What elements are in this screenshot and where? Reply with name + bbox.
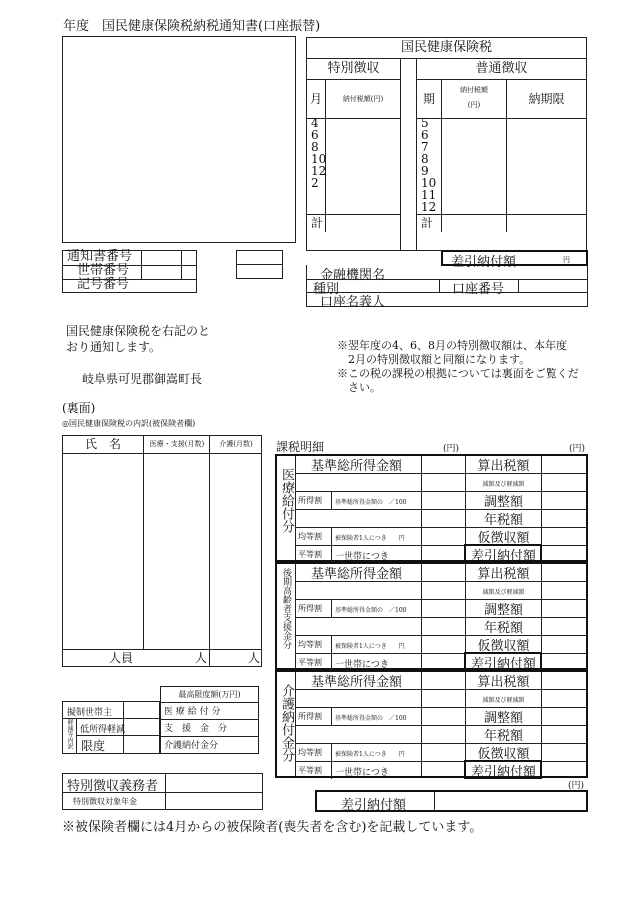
tax-right-label: 仮徴収額 [477,639,530,654]
notice-number-label: 通知書番号 [67,249,133,264]
issuer: 岐阜県可児郡御嵩町長 [82,372,203,386]
flat-rate-label-note: 一世帯につき [335,660,389,670]
tax-detail-yen-1: (円) [443,444,460,454]
special-duty-label: 特別徴収義務者 [67,779,159,794]
id-side-box [236,250,283,279]
special-month-value: 4 [311,116,319,130]
limit-label: 限度 [81,739,106,753]
reduction-small-label: 軽減等内訳 [66,719,73,749]
bottom-yen-label: (円) [568,781,585,791]
tax-section-label: 医療給付分 [279,468,294,533]
pseudo-householder-label: 擬制世帯主 [67,708,113,718]
normal-header: 普通徴収 [417,59,586,80]
base-income-label: 基準総所得金額 [311,675,403,690]
income-rate-label-note: 基準総所得金額の ／100 [335,607,407,614]
limit-care: 介護納付金分 [164,741,219,751]
normal-period-value: 8 [421,152,429,166]
tax-detail-yen-2: (円) [569,444,586,454]
normal-period-row [417,178,586,190]
normal-period-header: 期 [417,80,442,119]
per-capita-label: 均等割 [298,640,322,649]
flat-rate-label: 平等割 [298,766,322,775]
back-heading: (裏面) [62,401,96,415]
special-month-row [307,178,400,190]
normal-period-row [417,166,586,178]
special-month-value: 10 [311,152,327,166]
footnote: ※被保険者欄には4月からの被保険者(喪失者を含む)を記載しています。 [62,820,483,835]
normal-period-value: 11 [421,188,437,202]
flat-rate-label-note: 一世帯につき [335,552,389,562]
normal-period-value: 9 [421,164,429,178]
normal-period-value: 5 [421,116,429,130]
tax-right-label: 年税額 [483,513,523,528]
limit-support: 支 援 金 分 [164,724,228,734]
id-fields [62,250,197,293]
tax-section-label: 後期高齢者支援金分 [281,568,291,649]
special-month-row [307,166,400,178]
special-month-value: 2 [311,176,319,190]
insured-name-header: 氏 名 [63,436,143,454]
tax-right-label: 差引納付額 [470,765,536,780]
tax-right-label: 年税額 [483,729,523,744]
tax-right-label: 年税額 [483,621,523,636]
tax-right-label: 調整額 [483,495,523,510]
per-capita-label-note: 被保険者1人につき 円 [335,643,405,650]
bank-holder-label: 口座名義人 [320,295,386,310]
low-income-reduction-label: 低所得軽減 [80,725,126,735]
insured-table [62,435,262,667]
code-number-label: 記号番号 [77,277,130,292]
bank-info [306,265,588,310]
normal-period-row [417,190,586,202]
notice-text: 国民健康保険税を右記のと おり通知します。 [66,324,211,354]
special-month-value: 12 [311,164,327,178]
bottom-net-payment: 差引納付額 [315,790,588,812]
normal-period-value: 6 [421,128,429,142]
per-capita-label: 均等割 [298,748,322,757]
notice-title: 年度 国民健康保険税納税通知書(口座振替) [63,19,321,34]
normal-period-value: 7 [421,140,429,154]
income-rate-label: 所得割 [298,712,322,721]
tax-right-label: 算出税額 [477,459,530,474]
normal-total-label: 計 [417,214,586,232]
income-rate-label: 所得割 [298,604,322,613]
income-rate-label: 所得割 [298,496,322,505]
special-pension-label: 特別徴収対象年金 [73,797,137,806]
household-number-label: 世帯番号 [77,263,130,278]
per-capita-label-note: 被保険者1人につき 円 [335,535,405,542]
special-month-value: 6 [311,128,319,142]
front-notes: ※翌年度の4、6、8月の特別徴収額は、本年度 2月の特別徴収額と同額になります。 ※この税の課税の根拠については裏面をご覧くだ さい。 [337,339,579,394]
tax-right-label: 減額及び軽減額 [482,589,525,596]
tax-right-label: 仮徴収額 [477,747,530,762]
insured-care-unit: 人 [248,651,261,665]
income-rate-label-note: 基準総所得金額の ／100 [335,499,407,506]
tax-table [306,37,587,251]
insured-care-header: 介護(月数) [209,436,262,454]
normal-deadline-header: 納期限 [507,80,586,119]
income-rate-label-note: 基準総所得金額の ／100 [335,715,407,722]
special-header: 特別徴収 [307,59,400,80]
normal-period-value: 12 [421,200,437,214]
normal-amount-header: 納付税額 (円) [442,80,507,119]
special-month-row [307,190,400,202]
bank-type-label: 種別 [313,282,340,297]
insured-count-label: 人員 [109,651,134,665]
insured-medical-header: 医療・支援(月数) [143,436,210,454]
tax-section-label: 介護納付金分 [279,684,294,762]
limit-header: 最高限度額(万円) [178,690,241,699]
base-income-label: 基準総所得金額 [311,567,403,582]
tax-right-label: 減額及び軽減額 [482,697,525,704]
normal-period-row [417,154,586,166]
tax-table-title: 国民健康保険税 [307,38,586,59]
limit-medical: 医 療 給 付 分 [164,707,221,717]
normal-period-value: 10 [421,176,437,190]
insured-medical-unit: 人 [195,651,208,665]
tax-right-label: 算出税額 [477,567,530,582]
special-month-row [307,130,400,142]
tax-section [275,454,588,562]
tax-right-label: 調整額 [483,603,523,618]
household-info-table [62,701,160,754]
special-duty-table [62,773,263,810]
tax-right-label: 調整額 [483,711,523,726]
special-month-row [307,118,400,130]
bank-account-no-label: 口座番号 [452,282,505,297]
breakdown-title: ◎国民健康保険税の内訳(被保険者欄) [62,419,196,428]
tax-section [275,562,588,670]
base-income-label: 基準総所得金額 [311,459,403,474]
normal-period-row [417,142,586,154]
special-total-label: 計 [307,214,400,232]
bank-institution-label: 金融機関名 [320,268,386,283]
tax-right-label: 仮徴収額 [477,531,530,546]
flat-rate-label-note: 一世帯につき [335,768,389,778]
special-month-header: 月 [307,80,326,119]
tax-right-label: 減額及び軽減額 [482,481,525,488]
flat-rate-label: 平等割 [298,550,322,559]
tax-right-label: 差引納付額 [470,549,536,564]
tax-detail-title: 課税明細 [276,440,325,454]
tax-section [275,670,588,778]
special-amount-header: 納付税額(円) [326,80,400,119]
tax-right-label: 算出税額 [477,675,530,690]
special-month-value: 8 [311,140,319,154]
net-payment-box: 差引納付額 円 [441,250,588,266]
normal-period-row [417,130,586,142]
per-capita-label: 均等割 [298,532,322,541]
flat-rate-label: 平等割 [298,658,322,667]
limit-table [160,686,259,754]
tax-right-label: 差引納付額 [470,657,536,672]
address-box [62,36,296,243]
normal-period-row [417,118,586,130]
per-capita-label-note: 被保険者1人につき 円 [335,751,405,758]
